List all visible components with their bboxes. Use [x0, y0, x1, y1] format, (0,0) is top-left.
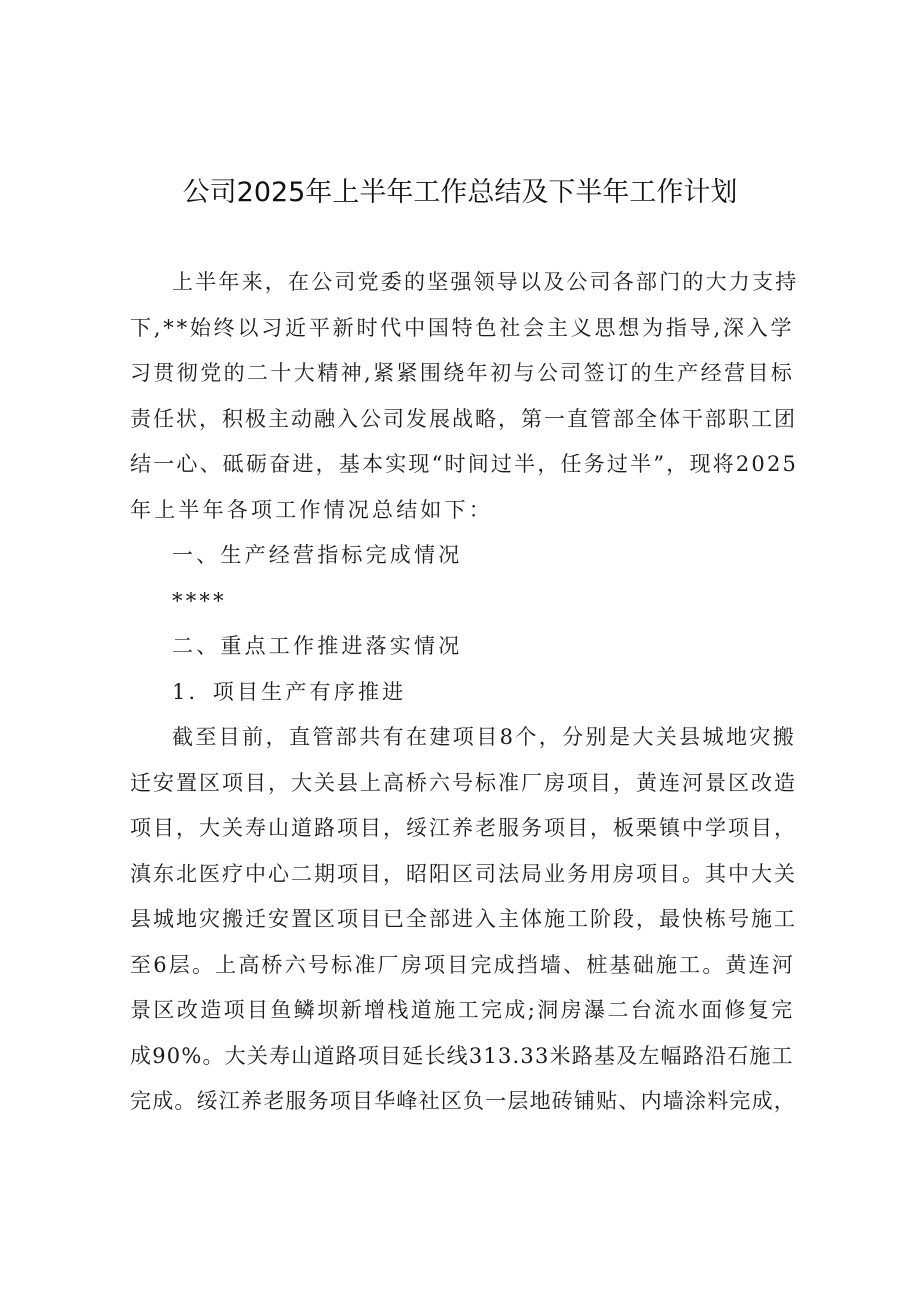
- paragraph-line: 完成。绥江养老服务项目华峰社区负一层地砖铺贴、内墙涂料完成，: [130, 1089, 796, 1113]
- document-body: [130, 260, 798, 1125]
- section-heading: 一、生产经营指标完成情况: [172, 543, 463, 567]
- paragraph-line: 上半年来，在公司党委的坚强领导以及公司各部门的大力支持: [172, 270, 799, 294]
- subsection-heading: 1．项目生产有序推进: [172, 679, 407, 704]
- paragraph-line: 项目，大关寿山道路项目，绥江养老服务项目，板栗镇中学项目，: [130, 816, 797, 840]
- paragraph-line: 年上半年各项工作情况总结如下：: [130, 497, 493, 522]
- section-heading: 二、重点工作推进落实情况: [172, 634, 463, 658]
- paragraph-line: 迁安置区项目，大关县上高桥六号标准厂房项目，黄连河景区改造: [130, 770, 797, 795]
- paragraph-line: 结一心、砥砺奋进，基本实现“时间过半，任务过半”，现将2025: [130, 452, 799, 476]
- paragraph-line: 县城地灾搬迁安置区项目已全部进入主体施工阶段，最快栋号施工: [130, 907, 797, 931]
- paragraph-line: 习贯彻党的二十大精神,紧紧围绕年初与公司签订的生产经营目标: [130, 361, 795, 385]
- paragraph-line: 滇东北医疗中心二期项目，昭阳区司法局业务用房项目。其中大关: [130, 861, 797, 886]
- paragraph-line: 景区改造项目鱼鳞坝新增栈道施工完成;洞房瀑二台流水面修复完: [130, 998, 795, 1022]
- placeholder-text: ****: [172, 588, 227, 613]
- paragraph-line: 责任状，积极主动融入公司发展战略，第一直管部全体干部职工团: [130, 406, 797, 431]
- paragraph-line: 下,**始终以习近平新时代中国特色社会主义思想为指导,深入学: [130, 315, 795, 340]
- paragraph-line: 至6层。上高桥六号标准厂房项目完成挡墙、桩基础施工。黄连河: [130, 952, 796, 977]
- paragraph-line: 截至目前，直管部共有在建项目8个，分别是大关县城地灾搬: [172, 725, 797, 749]
- document-title: 公司2025年上半年工作总结及下半年工作计划: [182, 177, 738, 208]
- paragraph-line: 成90%。大关寿山道路项目延长线313.33米路基及左幅路沿石施工: [130, 1043, 794, 1068]
